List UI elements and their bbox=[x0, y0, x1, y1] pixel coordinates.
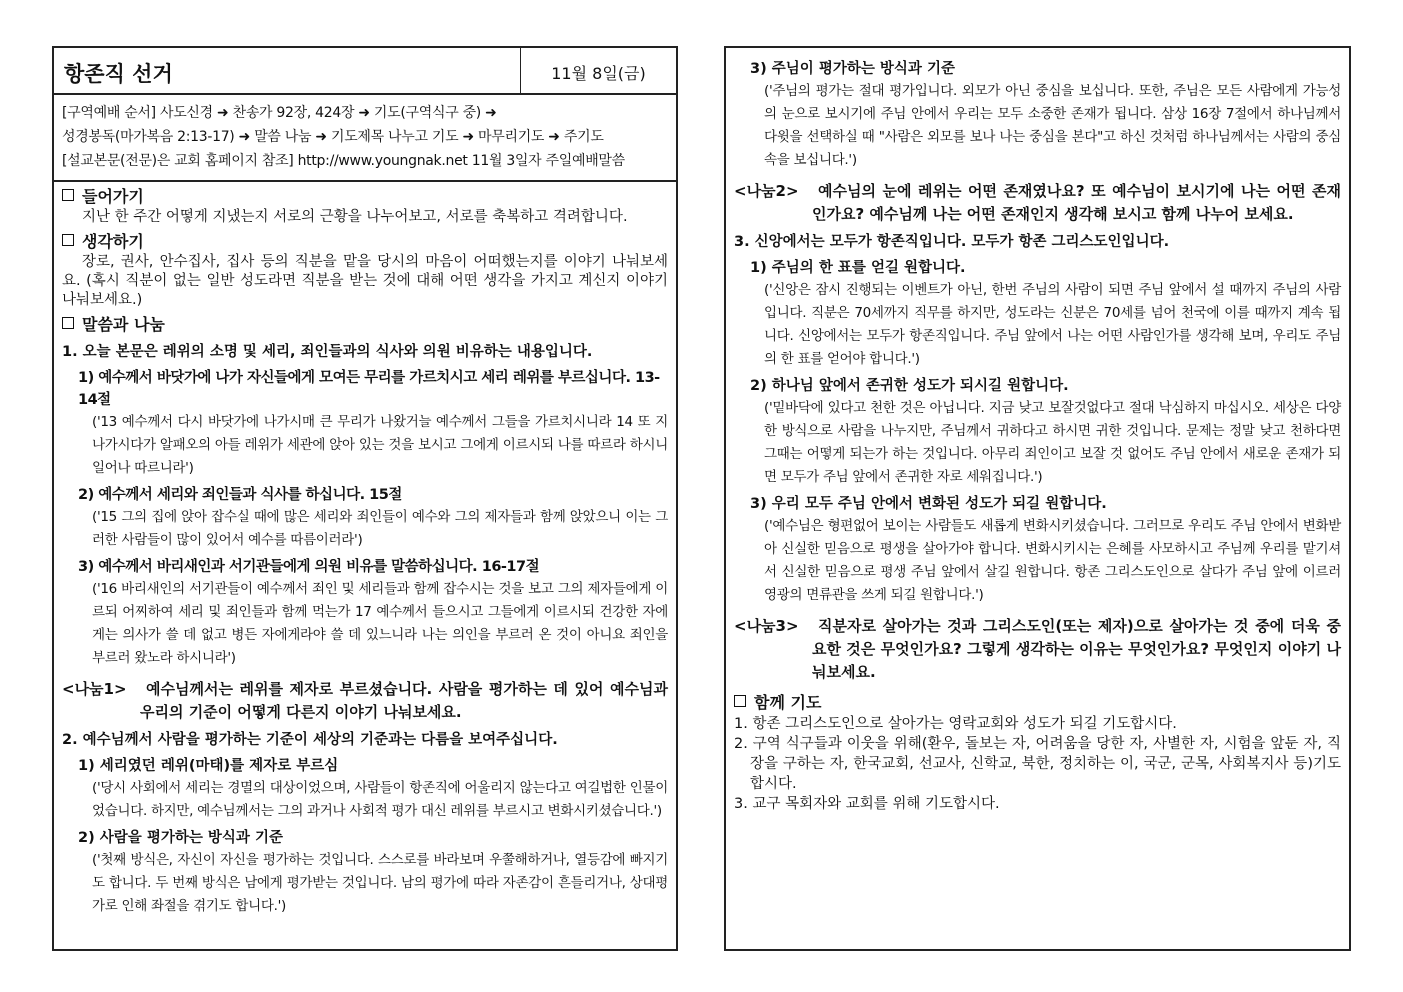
sharing-2 bbox=[734, 180, 1341, 226]
order-line-2: 성경봉독(마가복음 2:13-17) ➜ 말씀 나눔 ➜ 기도제목 나누고 기도 ➜ 마무리기도 ➜ 주기도 bbox=[62, 129, 604, 145]
point-3-2-heading: 2) 하나님 앞에서 존귀한 성도가 되시길 원합니다. bbox=[750, 378, 1069, 394]
point-1-2-quote: ('15 그의 집에 앉아 잡수실 때에 많은 세리와 죄인들이 예수와 그의 제자들과 함께 앉았으니 이는 그러한 사람들이 많이 있어서 예수를 따름이러라') bbox=[92, 509, 668, 548]
left-content bbox=[54, 186, 676, 918]
header bbox=[54, 48, 676, 95]
prayer-item: 3. 교구 목회자와 교회를 위해 기도합시다. bbox=[734, 796, 1000, 812]
point-3-1-heading: 1) 주님의 한 표를 얻길 원합니다. bbox=[750, 260, 966, 276]
point-3-1-quote: ('신앙은 잠시 진행되는 이벤트가 아닌, 한번 주님의 사람이 되면 주님 앞에서 설 때까지 주님의 사람입니다. 직분은 70세까지 직무를 하지만, 성도라는 신분은 70세를 넘어 천국에 이를 때까지 계속 됩니다. 신앙에서는 모두가 항존직입니다. 주님 앞에서 나는 어떤 사람인가를 생각해 보며, 우리도 주님의 한 표를 얻어야 합니다.') bbox=[764, 282, 1341, 367]
sharing-1-text: 예수님께서는 레위를 제자로 부르셨습니다. 사람을 평가하는 데 있어 예수님과 우리의 기준이 어떻게 다른지 이야기 나눠보세요. bbox=[140, 680, 668, 721]
point-3-3-heading: 3) 우리 모두 주님 안에서 변화된 성도가 되길 원합니다. bbox=[750, 496, 1107, 512]
section-prayer-title: 함께 기도 bbox=[734, 692, 1341, 714]
sharing-2-label: <나눔2> bbox=[734, 182, 799, 200]
sharing-1-label: <나눔1> bbox=[62, 680, 127, 698]
point-3-3-quote: ('예수님은 형편없어 보이는 사람들도 새롭게 변화시키셨습니다. 그러므로 우리도 주님 안에서 변화받아 신실한 믿음으로 평생을 살아가야 합니다. 변화시키시는 은혜를 사모하시고 주님께 우리를 맡기셔서 신실한 믿음으로 평생 주님 앞에서 살길 원합니다. 항존 그리스도인으로 살다가 주님 앞에 이르러 영광의 면류관을 쓰게 되길 원합니다.') bbox=[764, 518, 1341, 603]
prayer-item: 1. 항존 그리스도인으로 살아가는 영락교회와 성도가 되길 기도합시다. bbox=[734, 716, 1177, 732]
point-1-1-heading: 1) 예수께서 바닷가에 나가 자신들에게 모여든 무리를 가르치시고 세리 레위를 부르십니다. 13-14절 bbox=[78, 370, 660, 408]
point-1-1-quote: ('13 예수께서 다시 바닷가에 나가시매 큰 무리가 나왔거늘 예수께서 그들을 가르치시니라 14 또 지나가시다가 알패오의 아들 레위가 세관에 앉아 있는 것을 보시고 그에게 이르시되 나를 따르라 하시니 일어나 따르니라') bbox=[92, 414, 668, 476]
sharing-2-text: 예수님의 눈에 레위는 어떤 존재였나요? 또 예수님이 보시기에 나는 어떤 존재인가요? 예수님께 나는 어떤 존재인지 생각해 보시고 함께 나누어 보세요. bbox=[812, 182, 1341, 223]
point-2-2-quote: ('첫째 방식은, 자신이 자신을 평가하는 것입니다. 스스로를 바라보며 우쭐해하거나, 열등감에 빠지기도 합니다. 두 번째 방식은 남에게 평가받는 것입니다. 남의 평가에 따라 자존감이 흔들리거나, 상대평가로 인해 좌절을 겪기도 합니다.') bbox=[92, 852, 668, 914]
right-content bbox=[726, 48, 1349, 814]
point-1-3-heading: 3) 예수께서 바리새인과 서기관들에게 의원 비유를 말씀하십니다. 16-17절 bbox=[78, 559, 540, 575]
sharing-3-text: 직분자로 살아가는 것과 그리스도인(또는 제자)으로 살아가는 것 중에 더욱 중요한 것은 무엇인가요? 그렇게 생각하는 이유는 무엇인가요? 무엇인지 이야기 나눠보세요. bbox=[812, 617, 1341, 681]
point-2-2-heading: 2) 사람을 평가하는 방식과 기준 bbox=[78, 830, 283, 846]
point-3-2-quote: ('밑바닥에 있다고 천한 것은 아닙니다. 지금 낮고 보잘것없다고 절대 낙심하지 마십시오. 세상은 다양한 방식으로 사람을 나누지만, 주님께서 귀하다고 하시면 귀한 것입니다. 문제는 정말 낮고 천하다면 그때는 어떻게 되는가 하는 것입니다. 아무리 죄인이고 보잘 것 없어도 주님 안에서 새로운 존재가 되면 모두가 주님 앞에서 존귀한 자로 세워집니다.') bbox=[764, 400, 1341, 485]
section-intro-title: 들어가기 bbox=[62, 186, 668, 208]
point-1-2-heading: 2) 예수께서 세리와 죄인들과 식사를 하십니다. 15절 bbox=[78, 487, 402, 503]
prayer-item: 2. 구역 식구들과 이웃을 위해(환우, 돌보는 자, 어려움을 당한 자, 사별한 자, 시험을 앞둔 자, 직장을 구하는 자, 한국교회, 선교사, 신학교, 북한, 정치하는 이, 국군, 군목, 사회복지사 등)기도합시다. bbox=[734, 736, 1341, 792]
checkbox-square-icon bbox=[734, 695, 746, 707]
page-title: 항존직 선거 bbox=[54, 48, 521, 93]
order-line-3: [설교본문(전문)은 교회 홈페이지 참조] http://www.youngnak.net 11월 3일자 주일예배말씀 bbox=[62, 153, 625, 169]
intro-text: 지난 한 주간 어떻게 지냈는지 서로의 근황을 나누어보고, 서로를 축복하고 격려합니다. bbox=[82, 209, 628, 225]
checkbox-square-icon bbox=[62, 317, 74, 329]
worship-order bbox=[54, 95, 676, 182]
point-2-heading: 2. 예수님께서 사람을 평가하는 기준이 세상의 기준과는 다름을 보여주십니다. bbox=[62, 732, 558, 748]
section-think-title: 생각하기 bbox=[62, 231, 668, 253]
think-text: 장로, 권사, 안수집사, 집사 등의 직분을 맡을 당시의 마음이 어떠했는지를 이야기 나눠보세요. (혹시 직분이 없는 일반 성도라면 직분을 받는 것에 대해 어떤 생각을 가지고 계신지 이야기 나눠보세요.) bbox=[62, 254, 668, 308]
checkbox-square-icon bbox=[62, 234, 74, 246]
sharing-1 bbox=[62, 678, 668, 724]
point-1-3-quote: ('16 바리새인의 서기관들이 예수께서 죄인 및 세리들과 함께 잡수시는 것을 보고 그의 제자들에게 이르되 어찌하여 세리 및 죄인들과 함께 먹는가 17 예수께서 들으시고 그들에게 이르시되 건강한 자에게는 의사가 쓸 데 없고 병든 자에게라야 쓸 데 있느니라 나는 의인을 부르러 온 것이 아니요 죄인을 부르러 왔노라 하시니라') bbox=[92, 581, 668, 666]
sharing-3 bbox=[734, 615, 1341, 684]
date-label: 11월 8일(금) bbox=[551, 64, 646, 83]
point-1-heading: 1. 오늘 본문은 레위의 소명 및 세리, 죄인들과의 식사와 의원 비유하는 내용입니다. bbox=[62, 344, 593, 360]
section-word-title: 말씀과 나눔 bbox=[62, 314, 668, 336]
checkbox-square-icon bbox=[62, 189, 74, 201]
point-3-heading: 3. 신앙에서는 모두가 항존직입니다. 모두가 항존 그리스도인입니다. bbox=[734, 234, 1170, 250]
left-column bbox=[52, 46, 678, 951]
point-2-3-heading: 3) 주님이 평가하는 방식과 기준 bbox=[750, 61, 955, 77]
order-line-1: [구역예배 순서] 사도신경 ➜ 찬송가 92장, 424장 ➜ 기도(구역식구 중) ➜ bbox=[62, 105, 497, 121]
right-column bbox=[724, 46, 1351, 951]
point-2-3-quote: ('주님의 평가는 절대 평가입니다. 외모가 아닌 중심을 보십니다. 또한, 주님은 모든 사람에게 가능성의 눈으로 보시기에 주님 안에서 우리는 모두 소중한 존재가 됩니다. 삼상 16장 7절에서 하나님께서 다윗을 선택하실 때 "사람은 외모를 보나 나는 중심을 본다"고 하신 것처럼 하나님께서는 사람의 중심 속을 보십니다.') bbox=[764, 83, 1341, 168]
point-2-1-quote: ('당시 사회에서 세리는 경멸의 대상이었으며, 사람들이 항존직에 어울리지 않는다고 여길법한 인물이었습니다. 하지만, 예수님께서는 그의 과거나 사회적 평가 대신 레위를 부르시고 변화시키셨습니다.') bbox=[92, 780, 668, 819]
point-2-1-heading: 1) 세리였던 레위(마태)를 제자로 부르심 bbox=[78, 758, 339, 774]
sharing-3-label: <나눔3> bbox=[734, 617, 799, 635]
